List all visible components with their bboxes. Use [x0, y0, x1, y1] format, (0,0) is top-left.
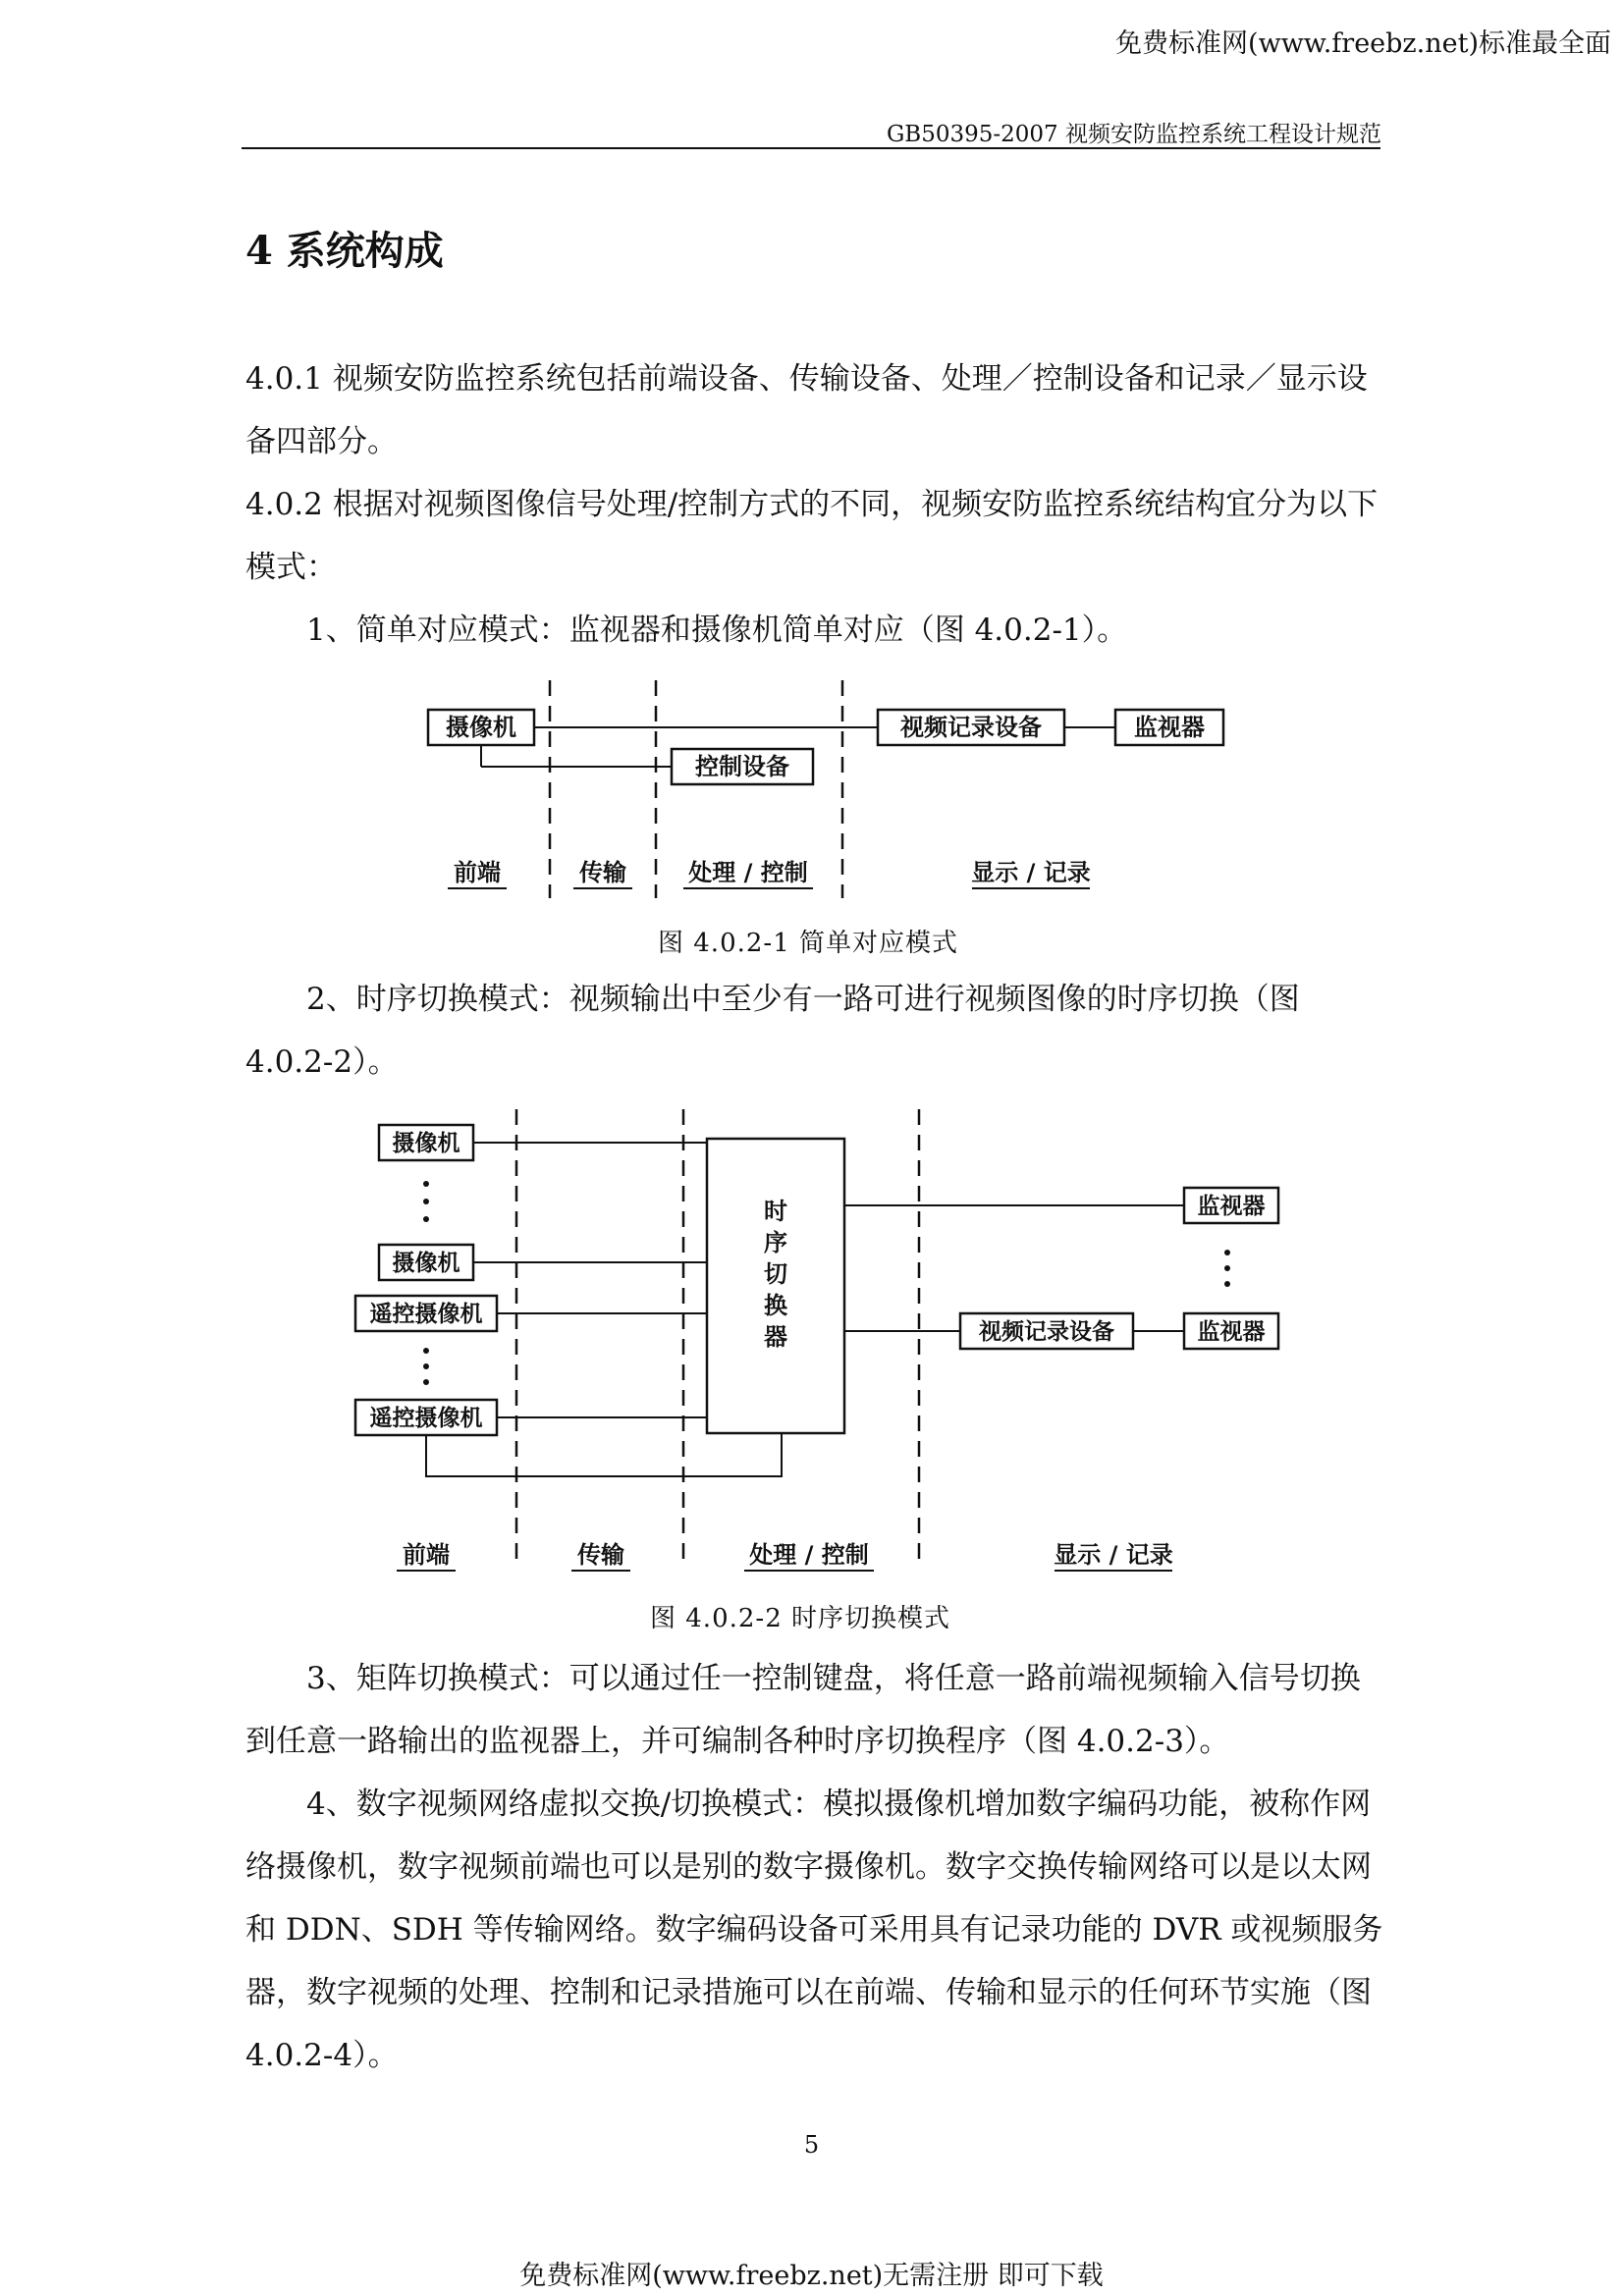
mode-1-text: 1、简单对应模式：监视器和摄像机简单对应（图 4.0.2-1）。 — [306, 613, 1128, 648]
remote-camera-label: 遥控摄像机 — [369, 1302, 483, 1327]
switcher-char: 器 — [764, 1323, 787, 1351]
recorder-label: 视频记录设备 — [979, 1319, 1114, 1345]
controller-label: 控制设备 — [695, 753, 789, 780]
zone-label-display: 显示 / 记录 — [971, 859, 1091, 886]
mode-4-text: 4、数字视频网络虚拟交换/切换模式：模拟摄像机增加数字编码功能，被称作网络摄像机，数字视频前端也可以是别的数字摄像机。数字交换传输网络可以是以太网和 DDN、SDH 等传输网络。数字编码设备可采用具有记录功能的 DVR 或视频服务器，数字视频的处理、控制和记录措施可以在前端、传输和显示的任何环节实施（图 4.0.2-4）。 — [245, 1787, 1383, 2073]
ellipsis-dot — [423, 1199, 429, 1204]
running-header-title: GB50395-2007 视频安防监控系统工程设计规范 — [886, 122, 1381, 147]
zone-label-display: 显示 / 记录 — [1054, 1541, 1173, 1569]
mode-2-block — [245, 968, 1384, 1094]
ellipsis-dot — [423, 1363, 429, 1369]
switcher-char: 换 — [764, 1292, 787, 1319]
ellipsis-dot — [1224, 1265, 1230, 1271]
remote-camera-label: 遥控摄像机 — [369, 1406, 483, 1431]
zone-label-frontend: 前端 — [454, 859, 501, 886]
monitor-label: 监视器 — [1197, 1194, 1266, 1219]
recorder-label: 视频记录设备 — [900, 714, 1042, 741]
zone-label-transmission: 传输 — [579, 859, 626, 886]
watermark-bottom: 免费标准网(www.freebz.net)无需注册 即可下载 — [519, 2261, 1104, 2291]
clause-block-1 — [245, 347, 1384, 662]
ellipsis-dot — [423, 1379, 429, 1385]
figure-sequential-switching — [344, 1107, 1286, 1578]
modes-3-4-block — [245, 1647, 1384, 2087]
camera-label: 摄像机 — [446, 714, 516, 741]
zone-label-processing: 处理 / 控制 — [749, 1541, 869, 1569]
ellipsis-dot — [423, 1181, 429, 1187]
monitor-label: 监视器 — [1197, 1319, 1266, 1345]
switcher-char: 时 — [764, 1198, 787, 1225]
page-number: 5 — [803, 2131, 820, 2159]
figure-simple-correspondence — [412, 672, 1237, 908]
zone-label-frontend: 前端 — [403, 1541, 450, 1569]
figure-1-caption: 图 4.0.2-1 简单对应模式 — [658, 929, 959, 958]
mode-3-text: 3、矩阵切换模式：可以通过任一控制键盘，将任意一路前端视频输入信号切换到任意一路输出的监视器上，并可编制各种时序切换程序（图 4.0.2-3）。 — [245, 1661, 1361, 1759]
camera-label: 摄像机 — [392, 1131, 460, 1156]
switcher-char: 序 — [764, 1229, 787, 1256]
watermark-top: 免费标准网(www.freebz.net)标准最全面 — [1115, 28, 1611, 59]
zone-label-processing: 处理 / 控制 — [688, 859, 808, 886]
section-title: 4 系统构成 — [245, 228, 444, 274]
zone-label-transmission: 传输 — [577, 1541, 624, 1569]
mode-2-text: 2、时序切换模式：视频输出中至少有一路可进行视频图像的时序切换（图 4.0.2-2）。 — [245, 982, 1300, 1080]
camera-label: 摄像机 — [392, 1251, 460, 1276]
switcher-char: 切 — [764, 1260, 787, 1288]
ellipsis-dot — [423, 1216, 429, 1222]
control-loop-line — [426, 1433, 782, 1476]
clause-4-0-2: 4.0.2 根据对视频图像信号处理/控制方式的不同，视频安防监控系统结构宜分为以下模式： — [245, 487, 1379, 585]
monitor-label: 监视器 — [1134, 714, 1205, 741]
figure-2-caption: 图 4.0.2-2 时序切换模式 — [650, 1604, 951, 1633]
ellipsis-dot — [1224, 1250, 1230, 1255]
clause-4-0-1: 4.0.1 视频安防监控系统包括前端设备、传输设备、处理／控制设备和记录／显示设备四部分。 — [245, 361, 1368, 459]
ellipsis-dot — [423, 1348, 429, 1354]
header-rule — [242, 147, 1380, 149]
ellipsis-dot — [1224, 1281, 1230, 1287]
